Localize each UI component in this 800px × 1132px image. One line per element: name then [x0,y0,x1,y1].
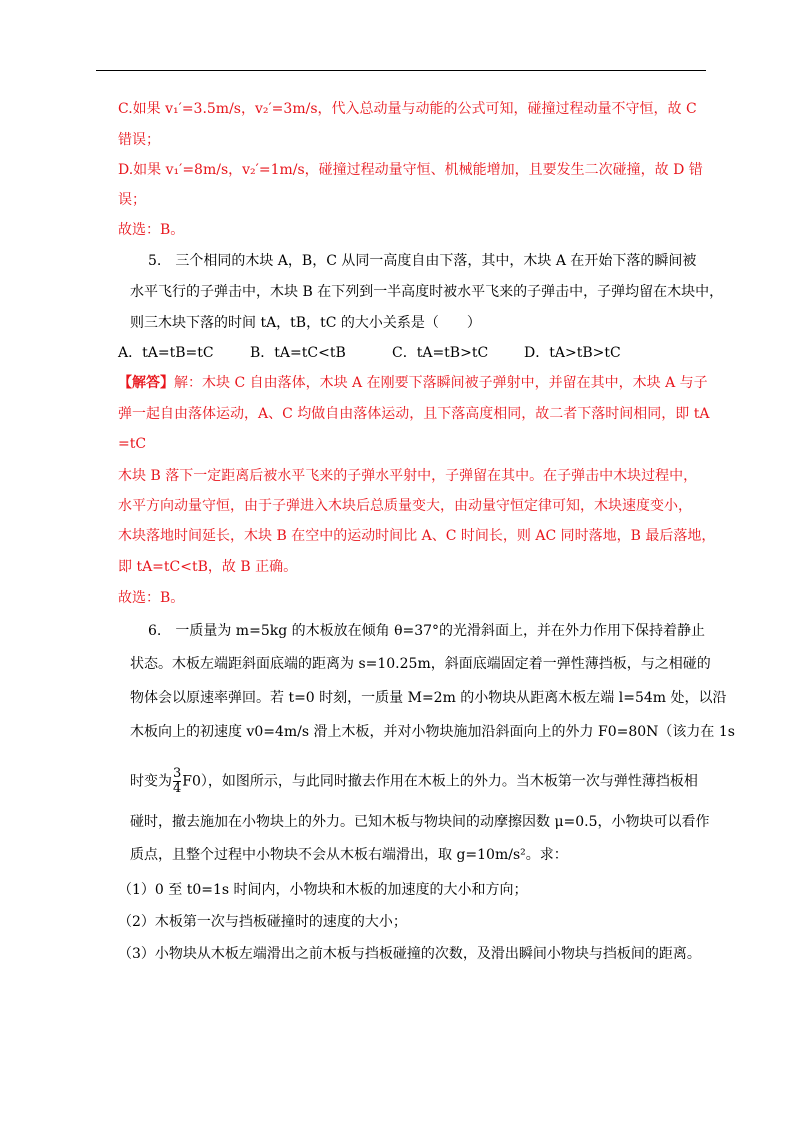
q6-line4: 木板向上的初速度 v0=4m/s 滑上木板，并对小物块施加沿斜面向上的外力 F0=80N（该力在 1s [130,724,735,740]
q5-line2: 水平飞行的子弹击中，木块 B 在下列到一半高度时被水平飞来的子弹击中，子弹均留在木块中， [130,284,724,300]
solution-c-line2: 错误； [118,132,160,148]
q5-solution-answer: 故选：B。 [118,590,185,606]
q5-solution-line5: 水平方向动量守恒，由于子弹进入木块后总质量变大，由动量守恒定律可知，木块速度变小， [118,498,692,514]
solution-d-line2: 误； [118,192,146,208]
q6-line7: 质点，且整个过程中小物块不会从木板右端滑出，取 g=10m/s²。求： [130,847,568,863]
solution-d-line1: D.如果 v₁′=8m/s，v₂′=1m/s，碰撞过程动量守恒、机械能增加，且要发生二次碰撞，故 D 错 [118,162,703,178]
header-rule [96,70,706,71]
q5-option-a: A．tA=tB=tC [118,345,214,361]
q6-sub3: （3）小物块从木板左端滑出之前木板与挡板碰撞的次数，及滑出瞬间小物块与挡板间的距离。 [118,946,701,962]
q5-solution-line1 [118,373,708,393]
q6-sub1: （1）0 至 t0=1s 时间内，小物块和木板的加速度的大小和方向； [118,882,528,898]
q6-line5-post: F0），如图所示，与此同时撤去作用在木板上的外力。当木板第一次与弹性薄挡板相 [182,773,698,790]
fraction-denominator: 4 [173,781,182,796]
q5-solution-line4: 木块 B 落下一定距离后被水平飞来的子弹水平射中，子弹留在其中。在子弹击中木块过程中， [118,468,698,484]
q5-solution-line6: 木块落地时间延长，木块 B 在空中的运动时间比 A、C 时间长，则 AC 同时落地，B 最后落地， [118,528,716,544]
fraction-three-quarters [173,767,181,796]
q5-solution-line3: =tC [118,436,147,452]
q5-line3: 则三木块下落的时间 tA，tB，tC 的大小关系是（ ） [130,315,481,331]
q6-sub2: （2）木板第一次与挡板碰撞时的速度的大小； [118,914,407,930]
q6-line6: 碰时，撤去施加在小物块上的外力。已知木板与物块间的动摩擦因数 μ=0.5，小物块可以看作 [130,814,710,830]
q5-option-d: D．tA>tB>tC [524,345,621,361]
q5-option-b: B．tA=tC<tB [250,345,346,361]
q5-solution-line2: 弹一起自由落体运动，A、C 均做自由落体运动，且下落高度相同，故二者下落时间相同，即 tA [118,406,710,422]
solution-label: 【解答】 [118,375,174,391]
q6-line2: 状态。木板左端距斜面底端的距离为 s=10.25m，斜面底端固定着一弹性薄挡板，与之相碰的 [130,656,711,672]
q6-line5-pre: 时变为 [130,773,172,790]
q5-solution-line1-text: 解：木块 C 自由落体，木块 A 在刚要下落瞬间被子弹射中，并留在其中，木块 A 与子 [174,375,708,391]
q6-line5 [130,767,698,796]
solution-c-line1: C.如果 v₁′=3.5m/s，v₂′=3m/s，代入总动量与动能的公式可知，碰撞过程动量不守恒，故 C [118,101,697,117]
solution-prev-answer: 故选：B。 [118,222,185,238]
fraction-numerator: 3 [173,766,182,781]
q6-line1: 6. 一质量为 m=5kg 的木板放在倾角 θ=37°的光滑斜面上，并在外力作用下保持着静止 [148,623,706,639]
q6-line3: 物体会以原速率弹回。若 t=0 时刻，一质量 M=2m 的小物块从距离木板左端 l=54m 处，以沿 [130,690,727,706]
q5-solution-line7: 即 tA=tC<tB，故 B 正确。 [118,559,298,575]
q5-line1: 5. 三个相同的木块 A，B，C 从同一高度自由下落，其中，木块 A 在开始下落的瞬间被 [148,253,697,269]
q5-option-c: C．tA=tB>tC [392,345,489,361]
